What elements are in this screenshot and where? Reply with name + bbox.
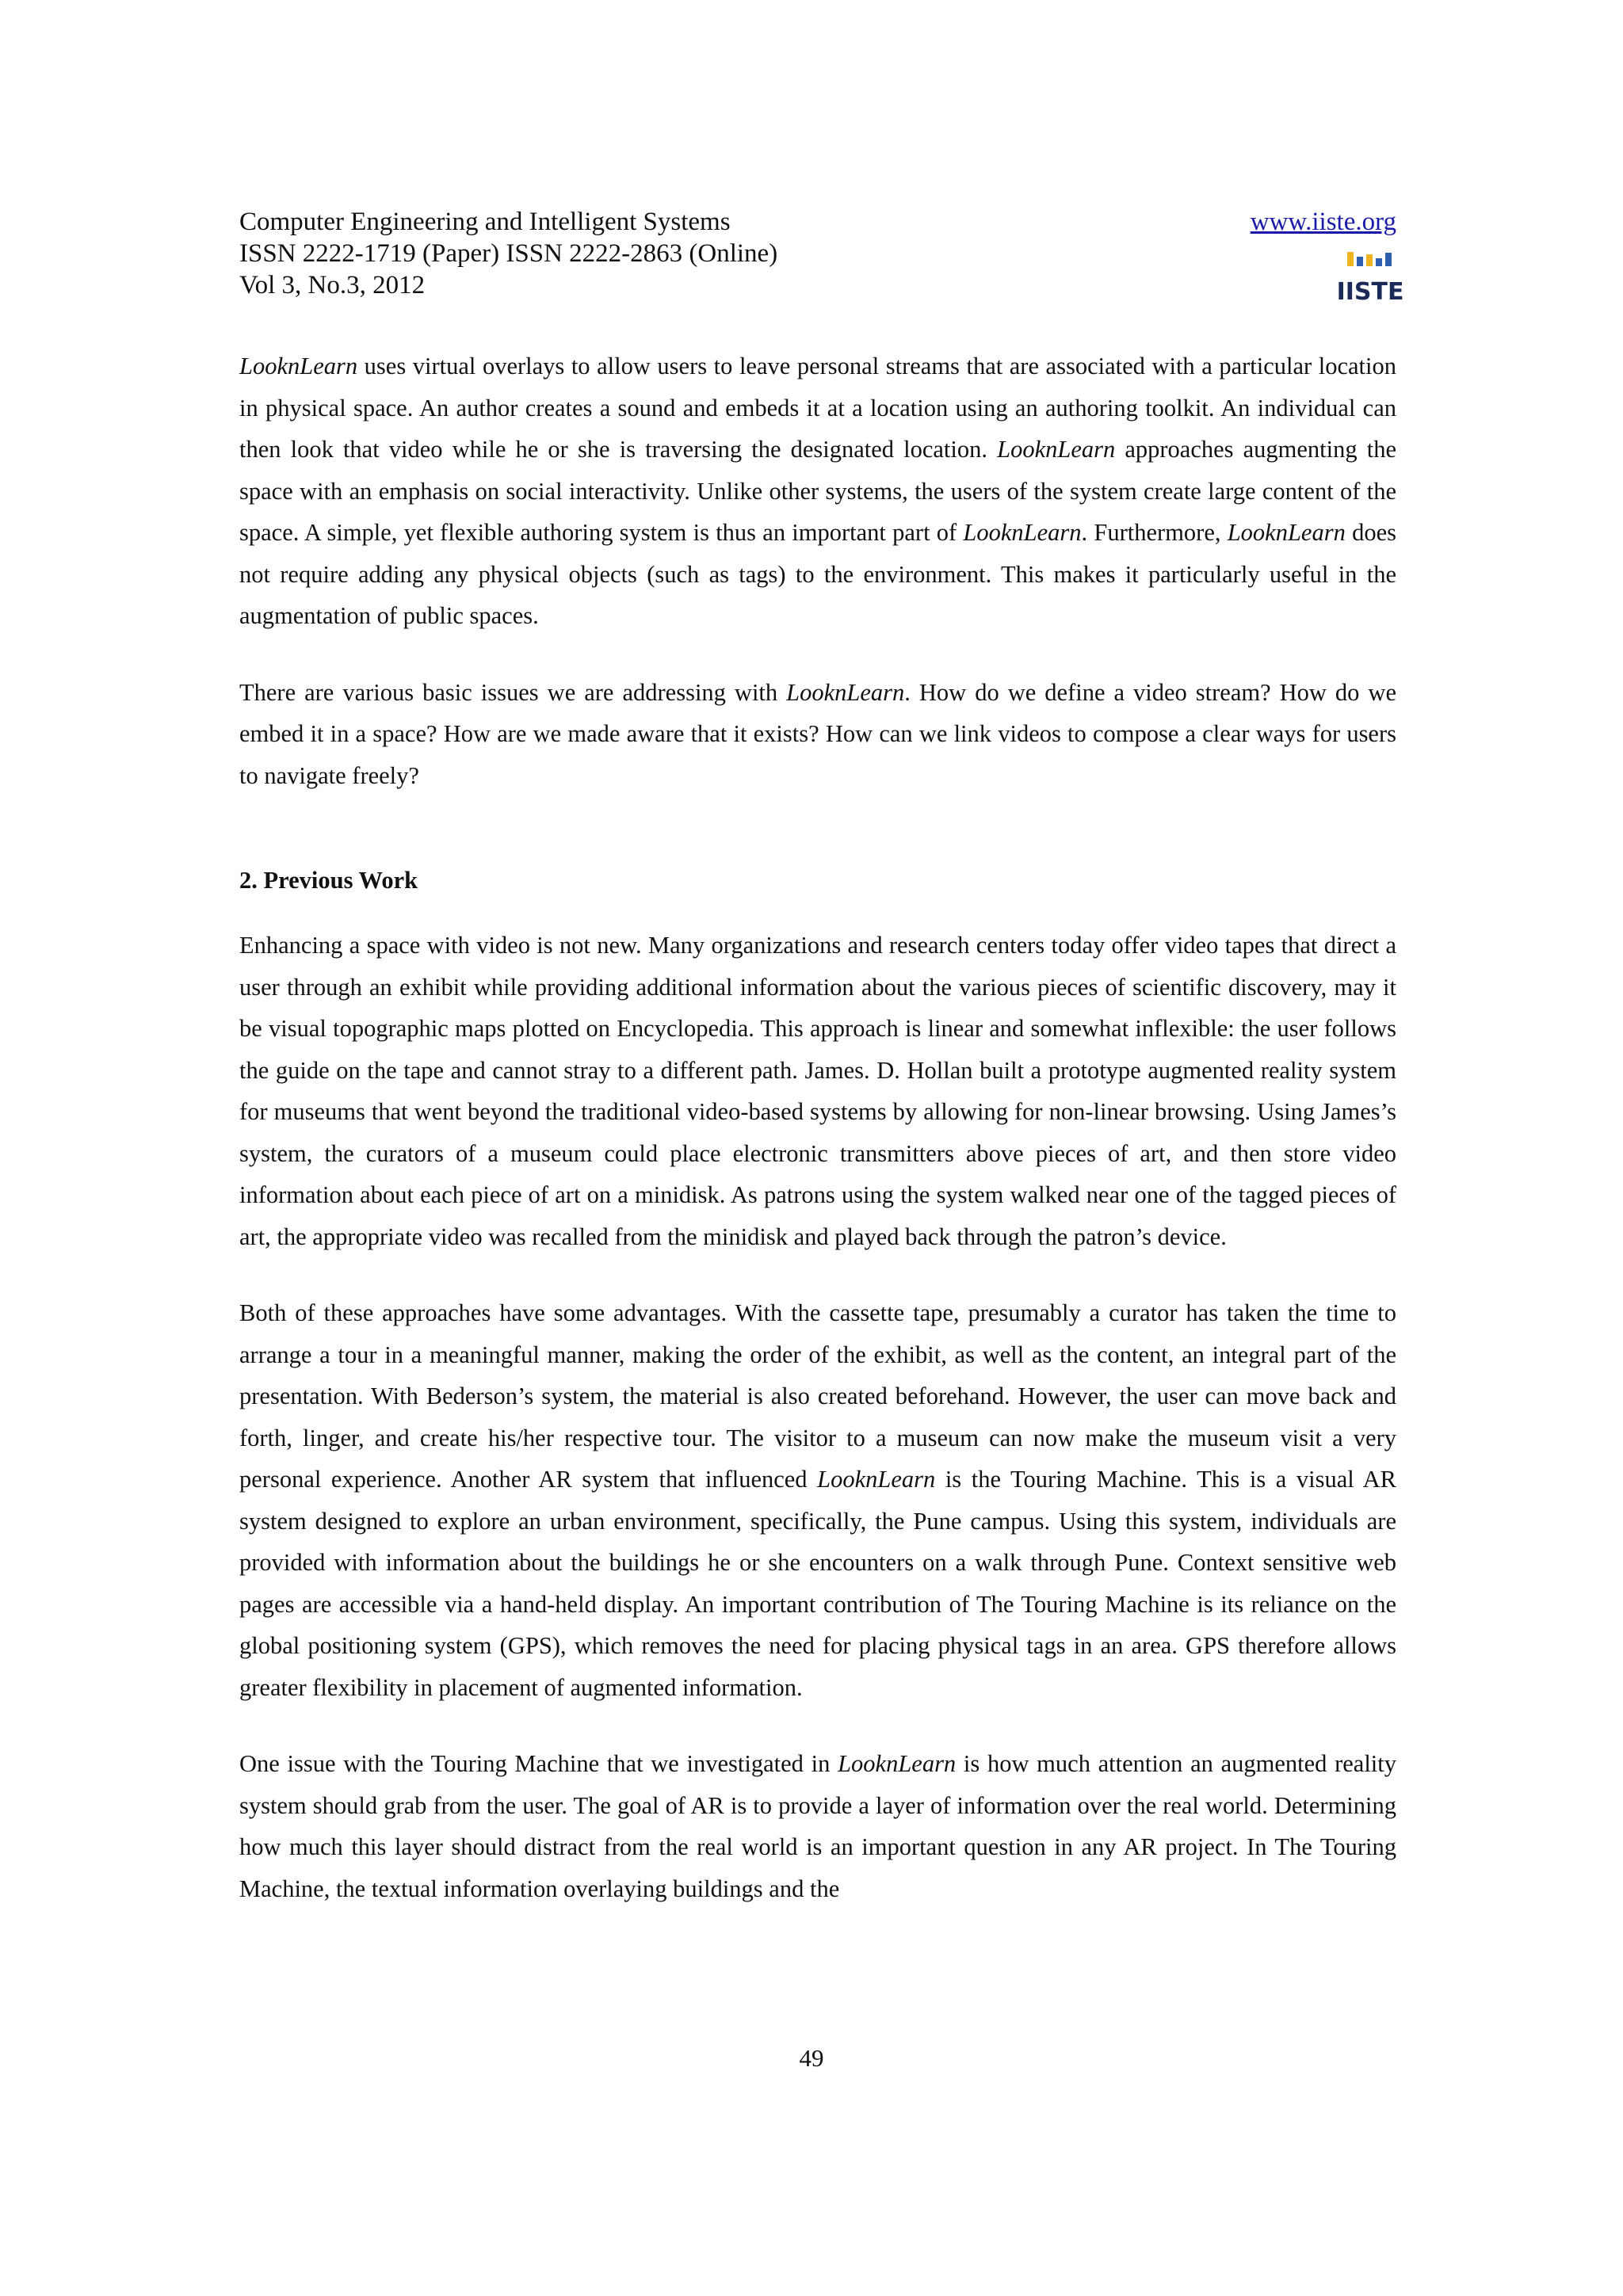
paragraph [239, 345, 1396, 637]
italic-term: LooknLearn [963, 519, 1082, 546]
italic-term: LooknLearn [1227, 519, 1346, 546]
section-heading: 2. Previous Work [239, 867, 418, 894]
paragraph-text: approaches augmenting the space with an emphasis on social interactivity. Unlike other systems, the users of the system create large content of the space. A simple, yet flexible authoring system is thus an important part of [239, 436, 1396, 546]
running-header [239, 206, 1404, 311]
italic-term: LooknLearn [239, 353, 358, 379]
article-body [239, 345, 1396, 1909]
paragraph-text: Both of these approaches have some advantages. With the cassette tape, presumably a curator has taken the time to arrange a tour in a meaningful manner, making the order of the exhibit, as well as the content, an integral part of the presentation. With Bederson’s system, the material is also created beforehand. However, the user can move back and forth, linger, and create his/her respective tour. The visitor to a museum can now make the museum visit a very personal experience. Another AR system that influenced [239, 1299, 1396, 1493]
paragraph-text: . Furthermore, [1081, 519, 1228, 546]
paragraph [239, 1743, 1396, 1909]
italic-term: LooknLearn [786, 678, 905, 706]
paragraph-text: . How do we define a video stream? How do we embed it in a space? How are we made aware that it exists? How can we link videos to compose a clear ways for users to navigate freely? [239, 678, 1396, 789]
paragraph-text: is the Touring Machine. This is a visual AR system designed to explore an urban environment, specifically, the Pune campus. Using this system, individuals are provided with information about the buildings he or she encounters on a walk through Pune. Context sensitive web pages are accessible via a hand-held display. An important contribution of The Touring Machine is its reliance on the global positioning system (GPS), which removes the need for placing physical tags in an area. GPS therefore allows greater flexibility in placement of augmented information. [239, 1466, 1396, 1701]
paragraph-text: uses virtual overlays to allow users to leave personal streams that are associated with a particular location in physical space. An author creates a sound and embeds it at a location using an authoring toolkit. An individual can then look that video while he or she is traversing the designated location. [239, 353, 1396, 463]
iiste-logo-icon [1336, 250, 1404, 306]
page-number: 49 [799, 2044, 824, 2072]
italic-term: LooknLearn [817, 1466, 936, 1493]
paragraph [239, 1292, 1396, 1708]
paragraph-text: One issue with the Touring Machine that we investigated in [239, 1750, 838, 1777]
paragraph [239, 672, 1396, 797]
paragraph-text: There are various basic issues we are addressing with [239, 678, 787, 706]
journal-title: Computer Engineering and Intelligent Systems [239, 208, 731, 236]
volume-line: Vol 3, No.3, 2012 [239, 271, 426, 299]
italic-term: LooknLearn [838, 1750, 957, 1777]
paragraph-text: Enhancing a space with video is not new. Many organizations and research centers today offer video tapes that direct a user through an exhibit while providing additional information about the various pieces of scientific discovery, may it be visual topographic maps plotted on Encyclopedia. This approach is linear and somewhat inflexible: the user follows the guide on the tape and cannot stray to a different path. James. D. Hollan built a prototype augmented reality system for museums that went beyond the traditional video-based systems by allowing for non-linear browsing. Using James’s system, the curators of a museum could place electronic transmitters above pieces of art, and then store video information about each piece of art on a minidisk. As patrons using the system walked near one of the tagged pieces of art, the appropriate video was recalled from the minidisk and played back through the patron’s device. [239, 932, 1396, 1250]
paragraph [239, 925, 1396, 1257]
issn-line: ISSN 2222-1719 (Paper) ISSN 2222-2863 (Online) [239, 239, 778, 268]
page [239, 206, 1404, 1944]
logo-text: IISTE [1336, 278, 1404, 306]
italic-term: LooknLearn [997, 436, 1116, 463]
paragraph-text: is how much attention an augmented reality system should grab from the user. The goal of AR is to provide a layer of information over the real world. Determining how much this layer should distract from the real world is an important question in any AR project. In The Touring Machine, the textual information overlaying buildings and the [239, 1750, 1396, 1902]
journal-url-link[interactable]: www.iiste.org [1250, 208, 1396, 236]
paragraph-text: does not require adding any physical objects (such as tags) to the environment. This makes it particularly useful in the augmentation of public spaces. [239, 519, 1396, 629]
